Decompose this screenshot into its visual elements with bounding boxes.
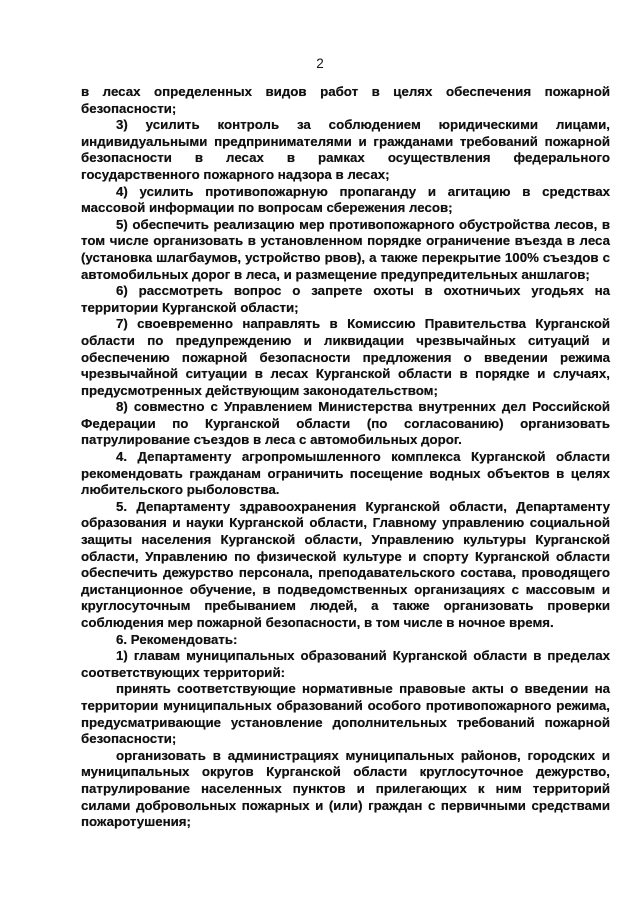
paragraph-section-6-item-1: 1) главам муниципальных образований Курганской области в пределах соответствующих территорий: xyxy=(81,648,610,680)
paragraph-item-4: 4) усилить противопожарную пропаганду и агитацию в средствах массовой информации по вопросам сбережения лесов; xyxy=(81,183,610,216)
paragraph-item-3: 3) усилить контроль за соблюдением юридическими лицами, индивидуальными предпринимателями и гражданами требований пожарной безопасности в лесах в рамках осуществления федерального государственного пожарного надзора в лесах; xyxy=(81,117,610,182)
paragraph-section-6: 6. Рекомендовать: xyxy=(116,631,238,647)
paragraph-item-5: 5) обеспечить реализацию мер противопожарного обустройства лесов, в том числе организовать в установленном порядке ограничение въезда в леса (установка шлагбаумов, устройство рвов), а также перекрытие 100% съездов с автомобильных дорог в леса, и размещение предупредительных аншлагов; xyxy=(81,216,610,282)
paragraph-subitem-duty: организовать в администрациях муниципальных районов, городских и муниципальных округов Курганской области круглосуточное дежурство, патрулирование населенных пунктов и прилегающих к ним территорий силами добровольных пожарных и (или) граждан с первичными средствами пожаротушения; xyxy=(81,747,610,830)
paragraph-continuation: в лесах определенных видов работ в целях обеспечения пожарной безопасности; xyxy=(81,84,610,116)
paragraph-item-7: 7) своевременно направлять в Комиссию Правительства Курганской области по предупреждению и ликвидации чрезвычайных ситуаций и обеспечению пожарной безопасности предложения о введении режима чрезвычайной ситуации в лесах Курганской области в порядке и случаях, предусмотренных действующим законодательством; xyxy=(81,316,610,398)
paragraph-item-8: 8) совместно с Управлением Министерства внутренних дел Российской Федерации по Курганской области (по согласованию) организовать патрулирование съездов в леса с автомобильных дорог. xyxy=(81,399,610,448)
page-number: 2 xyxy=(316,56,324,71)
paragraph-item-6: 6) рассмотреть вопрос о запрете охоты в охотничьих угодьях на территории Курганской области; xyxy=(81,283,610,315)
paragraph-section-4: 4. Департаменту агропромышленного комплекса Курганской области рекомендовать гражданам ограничить посещение водных объектов в целях любительского рыболовства. xyxy=(81,449,610,498)
paragraph-subitem-acts: принять соответствующие нормативные правовые акты о введении на территории муниципальных образований особого противопожарного режима, предусматривающие установление дополнительных требований пожарной безопасности; xyxy=(81,681,610,747)
document-body xyxy=(81,84,610,831)
paragraph-section-5: 5. Департаменту здравоохранения Курганской области, Департаменту образования и науки Курганской области, Главному управлению социальной защиты населения Курганской области, Управлению культуры Курганской области, Управлению по физической культуре и спорту Курганской области обеспечить дежурство персонала, преподавательского состава, проводящего дистанционное обучение, в подведомственных организациях с массовым и круглосуточным пребыванием людей, а также организовать проверки соблюдения мер пожарной безопасности, в том числе в ночное время. xyxy=(81,498,610,630)
